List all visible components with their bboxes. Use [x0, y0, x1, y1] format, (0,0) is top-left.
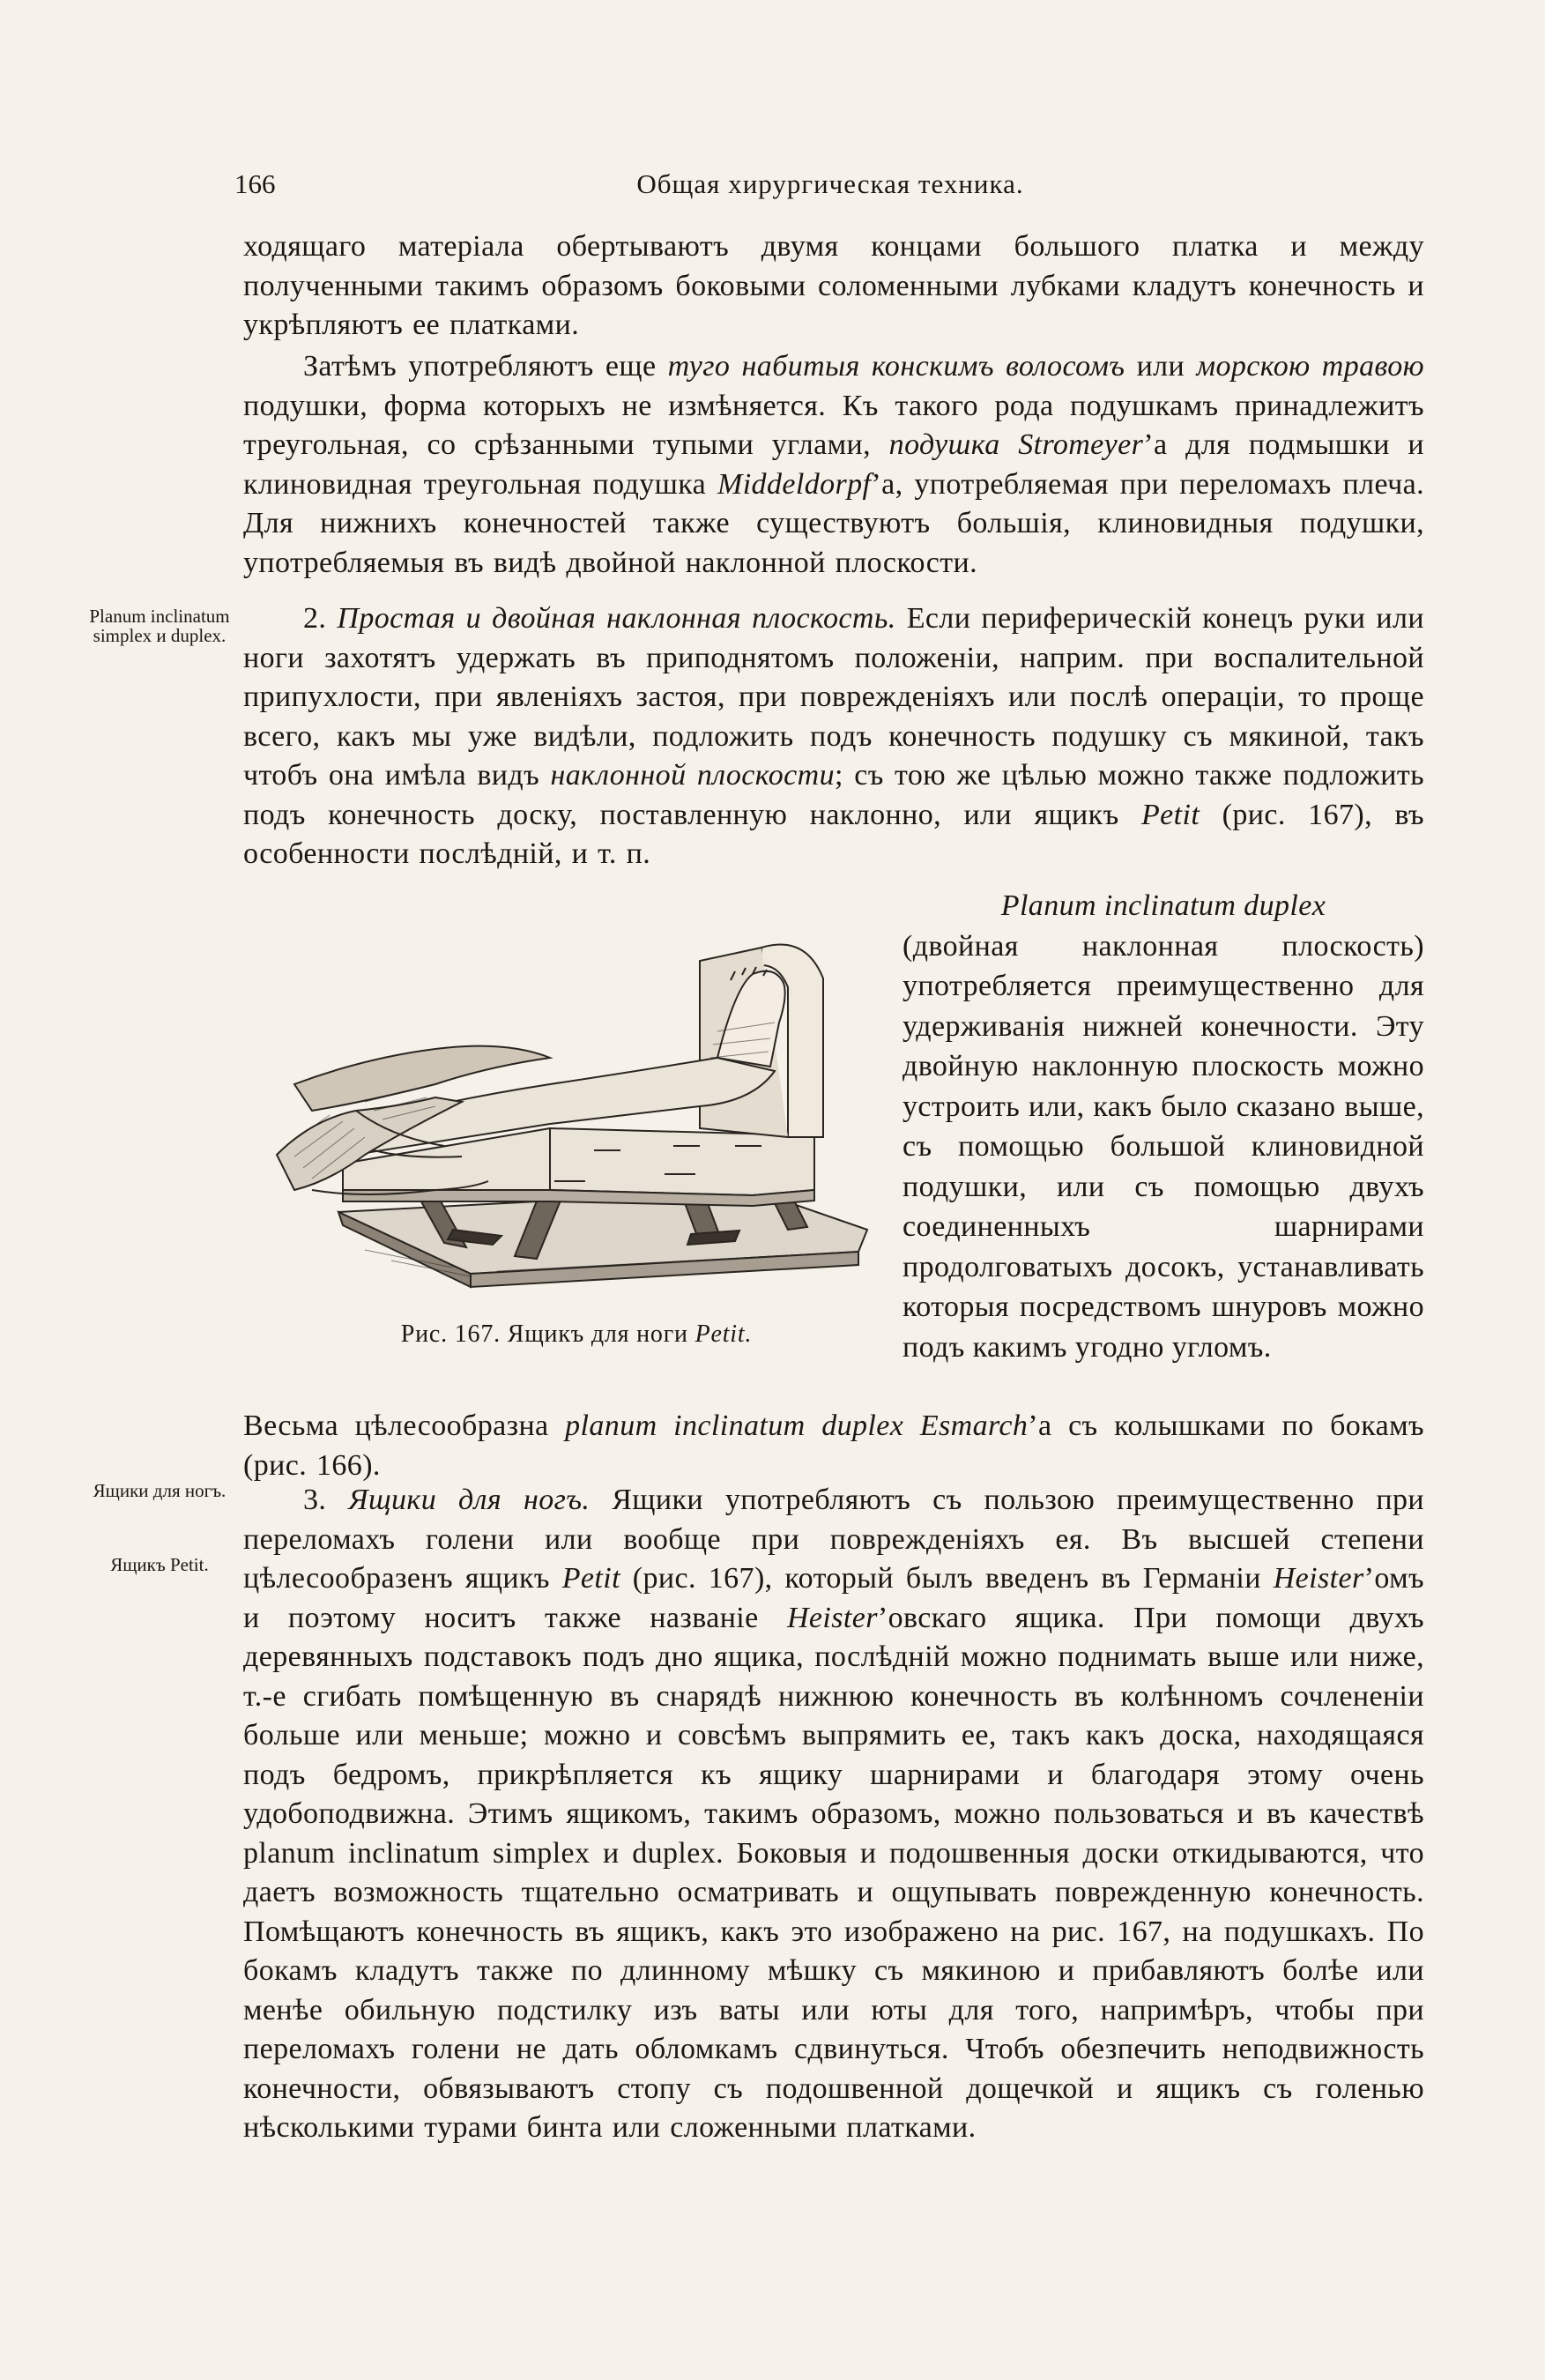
figure-167: [259, 926, 894, 1349]
figure-caption: Рис. 167. Ящикъ для ноги Petit.: [400, 1320, 753, 1348]
side-column-text: [902, 886, 1424, 1367]
paragraph-5: 3. Ящики для ногъ. Ящики употребляютъ съ пользою преимущественно при переломахъ голени или вообще при поврежденіяхъ ея. Въ высшей степени цѣлесообразенъ ящикъ Petit (рис. 167), который былъ введенъ въ Германіи Heister’омъ и поэтому носитъ также названіе Heister’овскаго ящика. При помощи двухъ деревянныхъ подставокъ подъ дно ящика, послѣдній можно поднимать выше или ниже, т.-е сгибать помѣщенную въ снарядѣ нижнюю конечность въ колѣнномъ сочлененіи больше или меньше; можно и совсѣмъ выпрямить ее, такъ какъ доска, находящаяся подъ бедромъ, прикрѣпляется къ ящику шарнирами и благодаря этому очень удобоподвижна. Этимъ ящикомъ, такимъ образомъ, можно пользоваться и въ качествѣ planum inclinatum simplex и duplex. Боковыя и подошвенныя доски откидываются, что даетъ возможность тщательно осматривать и ощупывать поврежденную конечность. Помѣщаютъ конечность въ ящикъ, какъ это изображено на рис. 167, на подушкахъ. По бокамъ кладутъ также по длинному мѣшку съ мякиною и прибавляютъ болѣе или менѣе обильную подстилку изъ ваты или юты для того, напримѣръ, чтобы при переломахъ голени не дать обломкамъ сдвинуться. Чтобъ обезпечить неподвижность конечности, обвязываютъ стопу съ подошвенной дощечкой и ящикъ съ голенью нѣсколькими турами бинта или сложенными платками.: [243, 1484, 1424, 2144]
paragraph-2: Затѣмъ употребляютъ еще туго набитыя конскимъ волосомъ или морскою травою подушки, форма которыхъ не измѣняется. Къ такого рода подушкамъ принадлежитъ треугольная, со срѣзанными тупыми углами, подушка Stromeyer’а для подмышки и клиновидная треугольная подушка Middeldorpf’а, употребляемая при переломахъ плеча. Для нижнихъ конечностей также существуютъ большія, клиновидныя подушки, употребляемыя въ видѣ двойной наклонной плоскости.: [243, 350, 1425, 579]
leg-box-illustration: [259, 926, 894, 1313]
paragraph-3: 2. Простая и двойная наклонная плоскость. Если периферическій конецъ руки или ноги захотятъ удержать въ приподнятомъ положеніи, наприм. при воспалительной припухлости, при явленіяхъ застоя, при поврежденіяхъ или послѣ операціи, то проще всего, какъ мы уже видѣли, подложить подъ конечность подушку съ мякиной, такъ чтобъ она имѣла видъ наклонной плоскости; съ тою же цѣлью можно также подложить подъ конечность доску, поставленную наклонно, или ящикъ Petit (рис. 167), въ особенности послѣдній, и т. п.: [243, 602, 1425, 870]
margin-note-petit-box: Ящикъ Petit.: [110, 1554, 209, 1575]
side-column-body: (двойная наклонная плоскость) употребляется преимущественно для удерживанія нижней конечности. Эту двойную наклонную плоскость можно устроить или, какъ было сказано выше, съ помощью большой клиновидной подушки, или съ помощью двухъ соединенныхъ шарнирами продолговатыхъ досокъ, устанавливать которыя посредствомъ шнуровъ можно подъ какимъ угодно угломъ.: [902, 929, 1424, 1364]
running-title: Общая хирургическая техника.: [636, 168, 1024, 199]
side-column-lead: Planum inclinatum duplex: [1000, 889, 1326, 922]
paragraph-4: Весьма цѣлесообразна planum inclinatum duplex Esmarch’а съ колышками по бокамъ (рис. 166).: [243, 1409, 1424, 1482]
margin-note-leg-boxes: Ящики для ногъ.: [93, 1480, 227, 1501]
page-header: [234, 162, 1426, 206]
paragraph-1: ходящаго матеріала обертываютъ двумя концами большого платка и между полученными такимъ образомъ боковыми соломенными лубками кладутъ конечность и укрѣпляютъ ее платками.: [243, 230, 1424, 341]
page-number: 166: [234, 168, 276, 199]
margin-note-planum: Planum inclinatum simplex и duplex.: [89, 606, 230, 646]
